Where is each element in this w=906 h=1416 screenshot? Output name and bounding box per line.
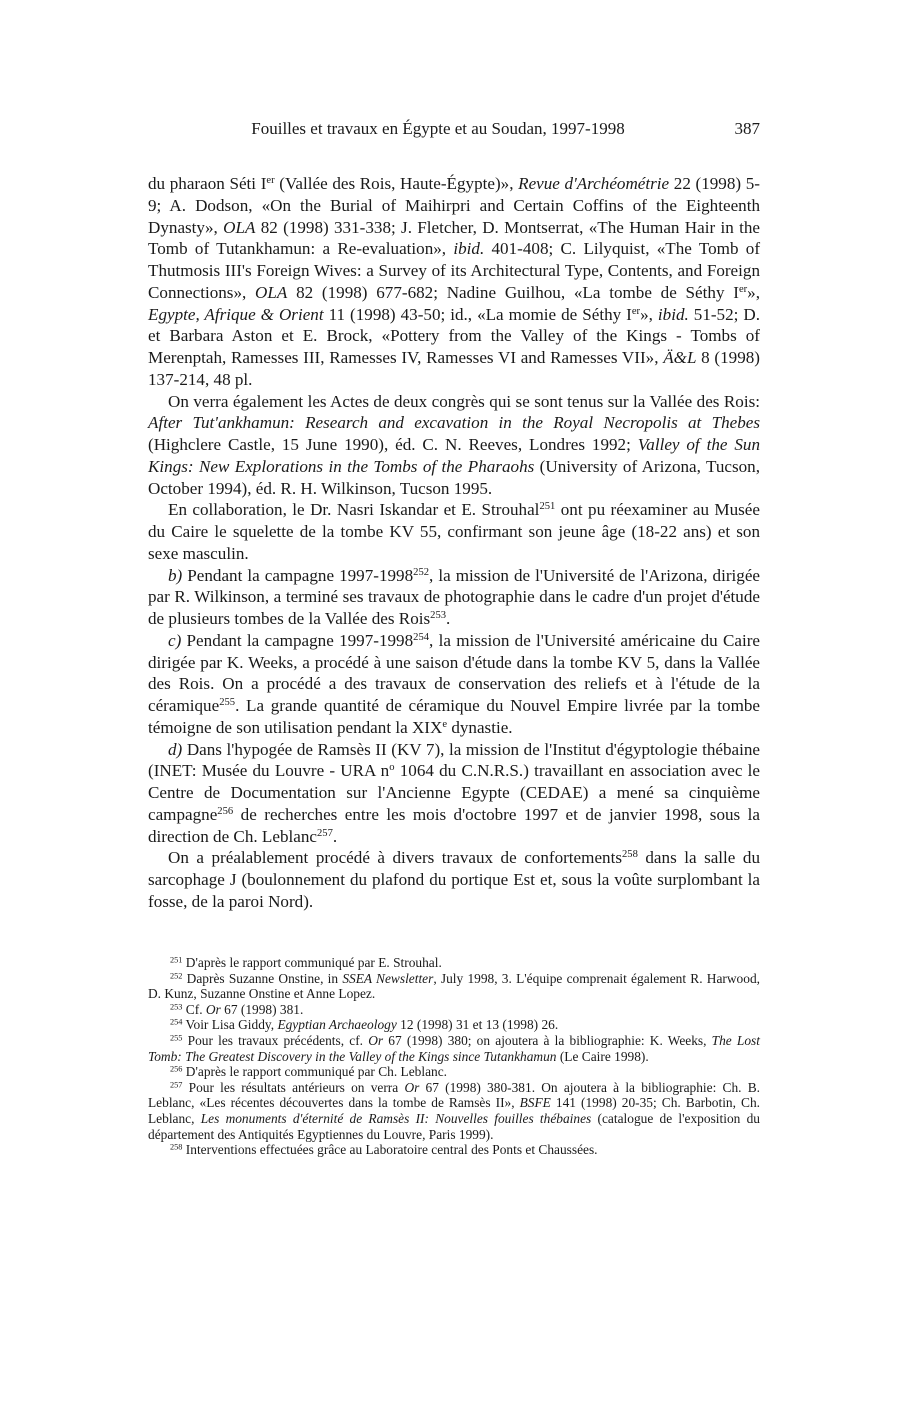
footnote-256 (148, 1064, 760, 1080)
italic-title: The Lost Tomb: The Greatest Discovery in the Valley of the Kings since Tutankhamun (148, 1032, 760, 1064)
running-title: Fouilles et travaux en Égypte et au Soudan, 1997-1998 (251, 119, 625, 138)
italic-title: Egypte, Afrique & Orient (148, 304, 324, 324)
italic-title: Valley of the Sun Kings: New Explorations in the Tombs of the Pharaohs (148, 435, 760, 476)
footnote-251 (148, 955, 760, 971)
paragraph-congress-acts (148, 391, 760, 500)
text-run: dynastie. (447, 717, 513, 737)
text-run: En collaboration, le Dr. Nasri Iskandar et E. Strouhal (168, 500, 540, 520)
text-run: , July 1998, 3. L'équipe comprenait également R. Harwood, D. Kunz, Suzanne Onstine et Anne Lopez. (148, 970, 760, 1002)
text-run: Cf. (182, 1001, 206, 1017)
text-run: 22 (1998) 5-9; A. Dodson, «On the Burial of Maihirpri and Certain Coffins of the Eighteenth Dynasty», (148, 174, 760, 237)
footnote-number: 253 (170, 1002, 183, 1012)
footnote-254 (148, 1017, 760, 1033)
footnote-ref: 255 (219, 697, 236, 709)
text-run: Voir Lisa Giddy, (182, 1017, 278, 1033)
italic-title: Revue d'Archéométrie (518, 174, 670, 193)
footnote-number: 252 (170, 971, 183, 981)
footnote-ref: 258 (621, 849, 638, 861)
text-run: du pharaon Séti I (148, 174, 267, 193)
text-run: 8 (1998) 137-214, 48 pl. (148, 348, 760, 389)
superscript: e (442, 718, 448, 730)
text-run: 1064 du C.N.R.S.) travaillant en association avec le Centre de Documentation sur l'Ancienne Egypte (CEDAE) a mené sa cinquième campagne (148, 761, 760, 824)
italic-title: ibid. (657, 304, 689, 324)
section-letter: b) (168, 565, 183, 585)
text-run: Pendant la campagne 1997-1998 (181, 630, 414, 650)
text-run: », (640, 304, 658, 324)
text-run: . La grande quantité de céramique du Nouvel Empire livrée par la tombe témoigne de son utilisation pendant la XIX (148, 696, 760, 737)
text-run: (Vallée des Rois, Haute-Égypte)», (274, 174, 519, 193)
text-run: On a préalablement procédé à divers travaux de confortements (168, 848, 622, 868)
italic-title: Or (368, 1032, 384, 1048)
paragraph-confortements (148, 847, 760, 912)
body-text (148, 173, 760, 913)
text-run: . (332, 826, 338, 846)
text-run: 82 (1998) 677-682; Nadine Guilhou, «La tombe de Séthy I (287, 282, 739, 302)
italic-title: Ä&L (663, 348, 697, 367)
text-run: Pour les travaux précédents, cf. (182, 1032, 369, 1048)
footnote-ref: 253 (430, 610, 447, 622)
text-run: Interventions effectuées grâce au Laboratoire central des Ponts et Chaussées. (182, 1142, 598, 1158)
footnote-ref: 257 (316, 827, 333, 839)
text-run: D'après le rapport communiqué par E. Strouhal. (182, 955, 442, 970)
footnote-257 (148, 1080, 760, 1142)
paragraph-bibliography-continued (148, 173, 760, 391)
text-run: (catalogue de l'exposition du département des Antiquités Egyptiennes du Louvre, Paris 1999). (148, 1110, 760, 1142)
text-run: D'après le rapport communiqué par Ch. Leblanc. (182, 1064, 448, 1080)
italic-title: ibid. (453, 239, 485, 259)
footnote-number: 257 (170, 1080, 183, 1090)
superscript: o (389, 762, 395, 774)
footnote-number: 255 (170, 1033, 183, 1043)
text-run: (University of Arizona, Tucson, October 1994), éd. R. H. Wilkinson, Tucson 1995. (148, 456, 760, 498)
text-run: dans la salle du sarcophage J (boulonnement du plafond du portique Est et, sous la voûte surplombant la fosse, de la paroi Nord). (148, 848, 760, 911)
text-run: 82 (1998) 331-338; J. Fletcher, D. Montserrat, «The Human Hair in the Tomb of Tutankhamun: a Re-evaluation», (148, 217, 760, 259)
text-run: . (446, 609, 451, 628)
section-letter: c) (168, 630, 182, 650)
text-run: , la mission de l'Université de l'Arizona, dirigée par R. Wilkinson, a terminé ses travaux de photographie dans le cadre d'un projet d'étude de plusieurs tombes de la Vallée des Rois (148, 565, 760, 628)
text-run: 141 (1998) 20-35; Ch. Barbotin, Ch. Leblanc, (148, 1095, 760, 1126)
superscript: er (266, 175, 275, 187)
text-run: 67 (1998) 381. (220, 1001, 304, 1017)
paragraph-kv55 (148, 499, 760, 564)
text-run: , la mission de l'Université américaine du Caire dirigée par K. Weeks, a procédé à une saison d'étude dans la tombe KV 5, dans la Vallée des Rois. On a procédé a des travaux de conservation des reliefs et à l'étude de la céramique (148, 630, 760, 715)
italic-title: OLA (255, 282, 288, 302)
italic-title: BSFE (519, 1095, 551, 1111)
italic-title: Or (205, 1001, 221, 1017)
footnote-ref: 254 (413, 631, 430, 643)
text-run: Pendant la campagne 1997-1998 (182, 565, 414, 585)
text-run: 51-52; D. et Barbara Aston et E. Brock, «Pottery from the Valley of the Kings - Tombs of Merenptah, Ramesses III, Ramesses IV, Ramesses VI and Ramesses VII», (148, 304, 761, 367)
footnote-ref: 252 (413, 566, 430, 578)
footnote-255 (148, 1033, 760, 1064)
footnote-ref: 256 (217, 805, 234, 817)
text-run: 67 (1998) 380; on ajoutera à la bibliographie: K. Weeks, (383, 1032, 712, 1048)
text-run: 11 (1998) 43-50; id., «La momie de Séthy I (323, 304, 632, 324)
text-run: », (747, 282, 760, 302)
paragraph-b-arizona (148, 565, 760, 630)
italic-title: Or (404, 1079, 420, 1095)
paragraph-d-kv7 (148, 739, 760, 848)
footnote-252 (148, 971, 760, 1002)
text-run: (Highclere Castle, 15 June 1990), éd. C. N. Reeves, Londres 1992; (148, 435, 638, 454)
text-run: 67 (1998) 380-381. On ajoutera à la bibliographie: Ch. B. Leblanc, «Les récentes découvertes dans la tombe de Ramsès II», (148, 1079, 760, 1111)
footnote-number: 254 (170, 1017, 183, 1027)
text-run: Daprès Suzanne Onstine, in (182, 970, 343, 986)
footnote-258 (148, 1142, 760, 1158)
italic-title: SSEA Newsletter (342, 970, 434, 986)
footnotes (148, 955, 760, 1158)
footnote-253 (148, 1002, 760, 1018)
text-run: 12 (1998) 31 et 13 (1998) 26. (396, 1017, 559, 1033)
text-run: (Le Caire 1998). (556, 1048, 649, 1064)
footnote-ref: 251 (539, 501, 556, 513)
superscript: er (738, 283, 748, 295)
running-head (148, 118, 760, 140)
text-run: Dans l'hypogée de Ramsès II (KV 7), la mission de l'Institut d'égyptologie thébaine (INET: Musée du Louvre - URA n (148, 739, 760, 781)
paragraph-c-kv5 (148, 630, 760, 739)
italic-title: After Tut'ankhamun: Research and excavation in the Royal Necropolis at Thebes (148, 413, 760, 433)
text-run: 401-408; C. Lilyquist, «The Tomb of Thutmosis III's Foreign Wives: a Survey of its Architectural Type, Contents, and Foreign Connections», (148, 239, 761, 302)
superscript: er (631, 305, 641, 317)
italic-title: Egyptian Archaeology (277, 1017, 397, 1033)
footnote-number: 256 (170, 1064, 183, 1074)
page-number: 387 (734, 119, 760, 138)
text-run: On verra également les Actes de deux congrès qui se sont tenus sur la Vallée des Rois: (168, 391, 760, 411)
section-letter: d) (168, 739, 183, 759)
footnote-number: 258 (170, 1142, 183, 1152)
italic-title: OLA (223, 217, 256, 237)
text-run: Pour les résultats antérieurs on verra (182, 1079, 405, 1095)
text-run: de recherches entre les mois d'octobre 1997 et de janvier 1998, sous la direction de Ch. Leblanc (148, 804, 760, 846)
footnote-number: 251 (170, 955, 183, 965)
italic-title: Les monuments d'éternité de Ramsès II: Nouvelles fouilles thébaines (200, 1110, 592, 1126)
text-run: ont pu réexaminer au Musée du Caire le squelette de la tombe KV 55, confirmant son jeune âge (18-22 ans) et son sexe masculin. (148, 500, 760, 563)
